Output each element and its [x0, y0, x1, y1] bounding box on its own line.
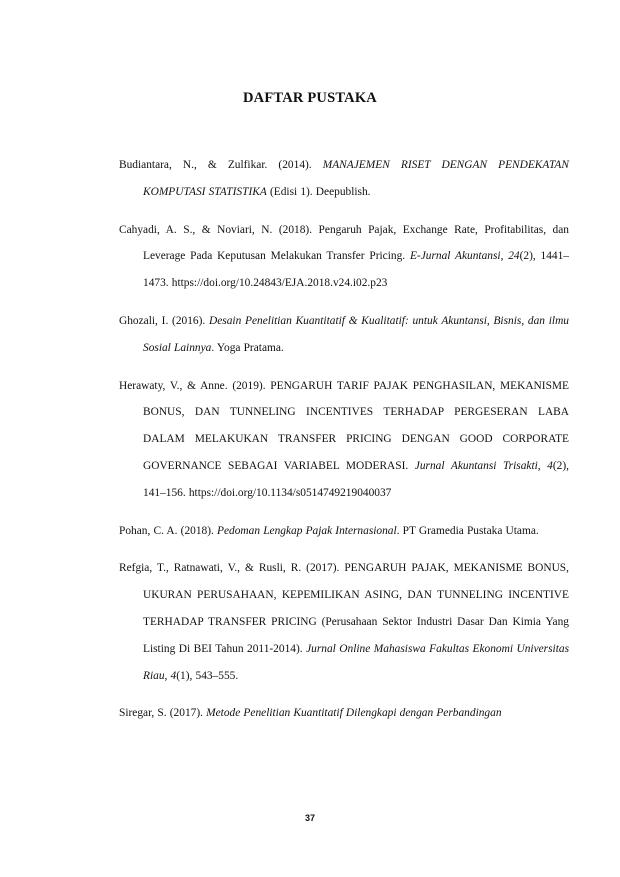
reference-title-italic: Pedoman Lengkap Pajak Internasional: [217, 524, 397, 537]
reference-item: [119, 700, 569, 727]
reference-title-italic: E-Jurnal Akuntansi, 24: [409, 250, 520, 263]
reference-text: (2), 1441–1473. https://doi.org/10.24843/EJA.2018.v24.i02.p23: [143, 250, 570, 290]
reference-title-italic: Metode Penelitian Kuantitatif Dilengkapi dengan Perbandingan: [206, 707, 502, 720]
reference-title-italic: MANAJEMEN RISET DENGAN PENDEKATAN KOMPUTASI STATISTIKA: [143, 159, 569, 198]
reference-text: (1), 543–555.: [176, 669, 239, 682]
reference-list: [119, 152, 569, 738]
reference-title-italic: Jurnal Online Mahasiswa Fakultas Ekonomi Universitas Riau, 4: [143, 642, 569, 682]
reference-text: Cahyadi, A. S., & Noviari, N. (2018). Pengaruh Pajak, Exchange Rate, Profitabilitas, dan Leverage Pada Keputusan Melakukan Transfer Pricing.: [119, 223, 569, 263]
reference-text: Budiantara, N., & Zulfikar. (2014).: [119, 159, 323, 171]
reference-item: [119, 518, 569, 545]
reference-text: (2), 141–156. https://doi.org/10.1134/s0514749219040037: [143, 459, 569, 499]
reference-item: [119, 555, 569, 689]
reference-text: (Edisi 1). Deepublish.: [266, 185, 371, 198]
reference-text: Refgia, T., Ratnawati, V., & Rusli, R. (2017). PENGARUH PAJAK, MEKANISME BONUS, UKURAN PERUSAHAAN, KEPEMILIKAN ASING, DAN TUNNELING INCENTIVE TERHADAP TRANSFER PRICING (Perusahaan Sektor Industri Dasar Dan Kimia Yang Listing Di BEI Tahun 2011-2014).: [119, 562, 569, 655]
reference-text: Siregar, S. (2017).: [119, 707, 207, 720]
reference-item: [119, 373, 569, 507]
reference-text: . Yoga Pratama.: [211, 341, 284, 354]
reference-text: Pohan, C. A. (2018).: [119, 524, 218, 537]
reference-title-italic: Desain Penelitian Kuantitatif & Kualitatif: untuk Akuntansi, Bisnis, dan ilmu Sosial Lainnya: [143, 314, 569, 354]
page-number: 37: [304, 813, 315, 823]
page-title: DAFTAR PUSTAKA: [243, 90, 377, 106]
reference-text: Herawaty, V., & Anne. (2019). PENGARUH TARIF PAJAK PENGHASILAN, MEKANISME BONUS, DAN TUNNELING INCENTIVES TERHADAP PERGESERAN LABA DALAM MELAKUKAN TRANSFER PRICING DENGAN GOOD CORPORATE GOVERNANCE SEBAGAI VARIABEL MODERASI.: [119, 379, 569, 472]
reference-item: [119, 152, 569, 206]
reference-item: [119, 308, 569, 362]
reference-item: [119, 217, 569, 297]
reference-title-italic: Jurnal Akuntansi Trisakti, 4: [414, 459, 553, 472]
reference-text: Ghozali, I. (2016).: [119, 314, 209, 327]
reference-text: . PT Gramedia Pustaka Utama.: [396, 524, 539, 537]
